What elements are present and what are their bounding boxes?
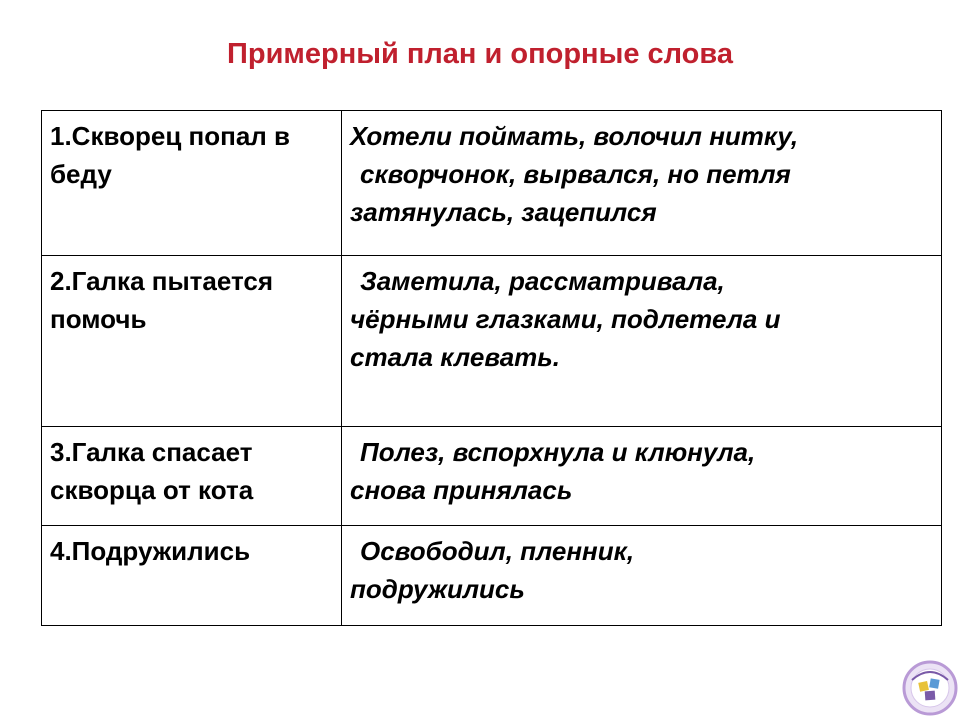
keywords-line: скворчонок, вырвался, но петля xyxy=(360,159,791,189)
keywords-line: чёрными глазками, подлетела и xyxy=(350,304,781,334)
plan-table xyxy=(41,110,942,626)
keywords-line: Хотели поймать, волочил нитку, xyxy=(350,121,799,151)
plan-cell: 2.Галка пытается помочь xyxy=(42,256,342,427)
table-row xyxy=(42,526,942,626)
keywords-line: стала клевать. xyxy=(350,342,560,372)
keywords-line: Заметила, рассматривала, xyxy=(360,266,725,296)
plan-cell: 4.Подружились xyxy=(42,526,342,626)
plan-cell: 1.Скворец попал в беду xyxy=(42,111,342,256)
keywords-line: снова принялась xyxy=(350,475,573,505)
keywords-cell xyxy=(342,427,942,526)
table-row xyxy=(42,256,942,427)
keywords-line: затянулась, зацепился xyxy=(350,197,657,227)
school-abc-logo-icon xyxy=(902,660,958,716)
page-title: Примерный план и опорные слова xyxy=(227,38,733,70)
keywords-line: Освободил, пленник, xyxy=(360,536,635,566)
keywords-cell xyxy=(342,256,942,427)
keywords-line: Полез, вспорхнула и клюнула, xyxy=(360,437,756,467)
keywords-line: подружились xyxy=(350,574,525,604)
table-row xyxy=(42,427,942,526)
keywords-cell xyxy=(342,111,942,256)
table-row xyxy=(42,111,942,256)
keywords-cell xyxy=(342,526,942,626)
plan-cell: 3.Галка спасает скворца от кота xyxy=(42,427,342,526)
